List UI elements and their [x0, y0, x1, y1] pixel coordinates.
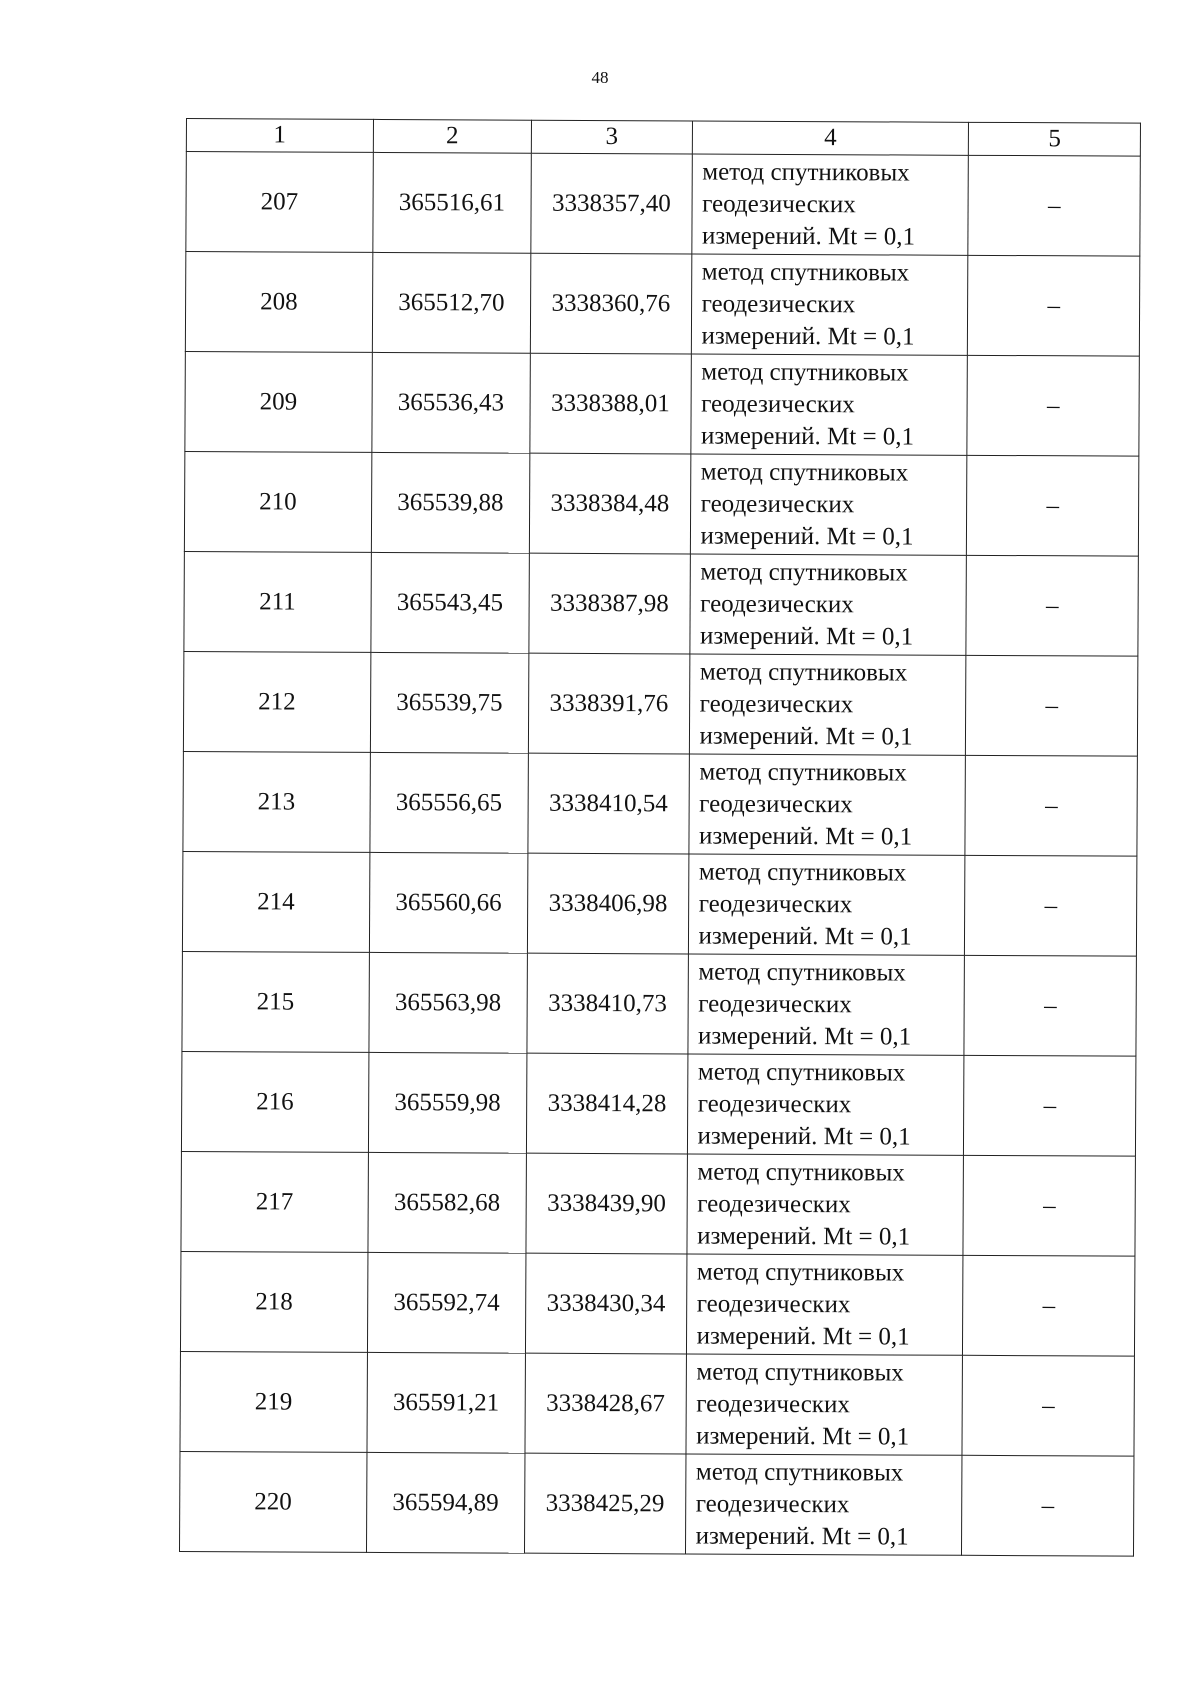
- point-number-cell: 215: [182, 951, 369, 1052]
- method-cell: [686, 1254, 963, 1355]
- x-coordinate-cell: 365594,89: [366, 1452, 525, 1553]
- y-coordinate-cell: 3338430,34: [526, 1253, 687, 1354]
- table-row: [180, 1251, 1134, 1356]
- method-line: метод спутниковых: [698, 958, 906, 987]
- x-coordinate-cell: 365563,98: [369, 952, 528, 1053]
- table-row: [179, 1451, 1133, 1556]
- method-line: геодезических: [700, 490, 855, 518]
- point-number-cell: 214: [182, 851, 369, 952]
- method-line: геодезических: [698, 890, 853, 918]
- method-line: измерений. Mt = 0,1: [699, 622, 914, 651]
- point-number-cell: 216: [181, 1051, 368, 1152]
- table-row: [180, 1351, 1134, 1456]
- x-coordinate-cell: 365516,61: [372, 152, 531, 253]
- method-cell: [686, 1354, 963, 1455]
- table-row: [181, 1151, 1135, 1256]
- x-coordinate-cell: 365560,66: [369, 852, 528, 953]
- method-cell: [688, 754, 965, 855]
- x-coordinate-cell: 365536,43: [371, 352, 530, 453]
- method-cell: [688, 854, 965, 955]
- method-cell: [689, 554, 966, 655]
- method-line: измерений. Mt = 0,1: [701, 222, 916, 251]
- method-line: измерений. Mt = 0,1: [698, 922, 912, 951]
- table-row: [185, 351, 1139, 456]
- method-line: измерений. Mt = 0,1: [701, 322, 915, 351]
- note-cell: –: [964, 955, 1136, 1056]
- method-line: метод спутниковых: [697, 1058, 906, 1087]
- method-line: метод спутниковых: [700, 458, 909, 487]
- method-cell: [687, 1154, 964, 1255]
- method-line: метод спутниковых: [702, 158, 910, 187]
- note-cell: –: [965, 755, 1137, 856]
- note-cell: –: [966, 555, 1138, 656]
- method-line: измерений. Mt = 0,1: [697, 1122, 911, 1151]
- table-row: [183, 751, 1137, 856]
- header-col-3: 3: [531, 120, 692, 154]
- x-coordinate-cell: 365512,70: [372, 252, 531, 353]
- note-cell: –: [962, 1455, 1134, 1556]
- method-line: геодезических: [701, 390, 855, 418]
- method-line: геодезических: [696, 1290, 851, 1318]
- note-cell: –: [967, 355, 1139, 456]
- y-coordinate-cell: 3338357,40: [531, 153, 692, 254]
- table-row: [184, 451, 1138, 556]
- point-number-cell: 210: [184, 451, 371, 552]
- y-coordinate-cell: 3338360,76: [530, 253, 691, 354]
- table-row: [184, 551, 1138, 656]
- table-row: [183, 651, 1137, 756]
- header-col-1: 1: [186, 119, 373, 153]
- method-cell: [691, 254, 968, 355]
- header-row: [186, 119, 1140, 157]
- method-cell: [691, 154, 968, 255]
- point-number-cell: 213: [183, 751, 370, 852]
- method-line: геодезических: [699, 690, 854, 718]
- method-line: метод спутниковых: [699, 758, 907, 787]
- table-row: [181, 1051, 1135, 1156]
- method-cell: [690, 354, 967, 455]
- y-coordinate-cell: 3338439,90: [526, 1153, 687, 1254]
- note-cell: –: [966, 655, 1138, 756]
- point-number-cell: 207: [186, 152, 373, 253]
- y-coordinate-cell: 3338410,54: [528, 753, 689, 854]
- method-cell: [690, 454, 967, 555]
- note-cell: –: [967, 455, 1139, 556]
- x-coordinate-cell: 365539,75: [370, 652, 529, 753]
- point-number-cell: 220: [179, 1451, 366, 1552]
- method-line: геодезических: [700, 590, 854, 618]
- y-coordinate-cell: 3338425,29: [525, 1453, 686, 1554]
- table-row: [185, 252, 1139, 357]
- note-cell: –: [968, 255, 1140, 356]
- method-line: измерений. Mt = 0,1: [696, 1422, 910, 1451]
- table-row: [182, 951, 1136, 1056]
- table-row: [186, 152, 1140, 257]
- note-cell: –: [968, 155, 1140, 256]
- point-number-cell: 211: [184, 551, 371, 652]
- x-coordinate-cell: 365539,88: [371, 452, 530, 553]
- method-cell: [687, 954, 964, 1055]
- table-header: [186, 119, 1140, 157]
- method-line: геодезических: [697, 1090, 852, 1118]
- y-coordinate-cell: 3338384,48: [529, 453, 690, 554]
- table-body: [179, 152, 1140, 1557]
- y-coordinate-cell: 3338428,67: [525, 1353, 686, 1454]
- method-line: измерений. Mt = 0,1: [700, 522, 914, 551]
- method-line: геодезических: [701, 290, 856, 318]
- note-cell: –: [965, 855, 1137, 956]
- method-line: метод спутниковых: [697, 1158, 905, 1187]
- method-line: метод спутниковых: [696, 1258, 905, 1287]
- header-col-4: 4: [692, 121, 969, 155]
- y-coordinate-cell: 3338387,98: [529, 553, 690, 654]
- point-number-cell: 217: [181, 1151, 368, 1252]
- method-cell: [687, 1054, 964, 1155]
- method-line: измерений. Mt = 0,1: [698, 1022, 912, 1051]
- note-cell: –: [962, 1355, 1134, 1456]
- x-coordinate-cell: 365592,74: [367, 1252, 526, 1353]
- method-line: измерений. Mt = 0,1: [696, 1322, 910, 1351]
- method-line: метод спутниковых: [701, 258, 910, 287]
- point-number-cell: 219: [180, 1351, 367, 1452]
- method-line: метод спутниковых: [696, 1358, 904, 1387]
- method-line: измерений. Mt = 0,1: [700, 422, 915, 451]
- note-cell: –: [964, 1055, 1136, 1156]
- note-cell: –: [963, 1155, 1135, 1256]
- method-line: измерений. Mt = 0,1: [698, 822, 913, 851]
- x-coordinate-cell: 365582,68: [368, 1152, 527, 1253]
- table-row: [182, 851, 1136, 956]
- y-coordinate-cell: 3338410,73: [527, 953, 688, 1054]
- page-number: 48: [591, 68, 609, 87]
- method-line: геодезических: [699, 790, 853, 818]
- method-line: метод спутниковых: [698, 858, 907, 887]
- method-line: метод спутниковых: [700, 558, 908, 587]
- method-line: метод спутниковых: [701, 358, 909, 387]
- method-line: геодезических: [696, 1390, 850, 1418]
- method-line: геодезических: [697, 1190, 851, 1218]
- point-number-cell: 209: [185, 351, 372, 452]
- method-line: геодезических: [695, 1490, 850, 1518]
- x-coordinate-cell: 365591,21: [367, 1352, 526, 1453]
- x-coordinate-cell: 365559,98: [368, 1052, 527, 1153]
- method-line: метод спутниковых: [699, 658, 908, 687]
- method-line: измерений. Mt = 0,1: [695, 1522, 909, 1551]
- method-cell: [689, 654, 966, 755]
- point-number-cell: 218: [180, 1251, 367, 1352]
- method-cell: [685, 1454, 962, 1555]
- header-col-5: 5: [969, 122, 1141, 156]
- y-coordinate-cell: 3338406,98: [527, 853, 688, 954]
- method-line: геодезических: [698, 990, 852, 1018]
- method-line: геодезических: [702, 190, 856, 218]
- y-coordinate-cell: 3338391,76: [528, 653, 689, 754]
- note-cell: –: [963, 1255, 1135, 1356]
- point-number-cell: 208: [185, 252, 372, 353]
- point-number-cell: 212: [183, 651, 370, 752]
- method-line: измерений. Mt = 0,1: [697, 1222, 911, 1251]
- y-coordinate-cell: 3338414,28: [527, 1053, 688, 1154]
- method-line: измерений. Mt = 0,1: [699, 722, 913, 751]
- x-coordinate-cell: 365543,45: [370, 552, 529, 653]
- coordinates-table: [179, 118, 1141, 1557]
- y-coordinate-cell: 3338388,01: [530, 353, 691, 454]
- x-coordinate-cell: 365556,65: [369, 752, 528, 853]
- header-col-2: 2: [373, 119, 532, 153]
- method-line: метод спутниковых: [695, 1458, 904, 1487]
